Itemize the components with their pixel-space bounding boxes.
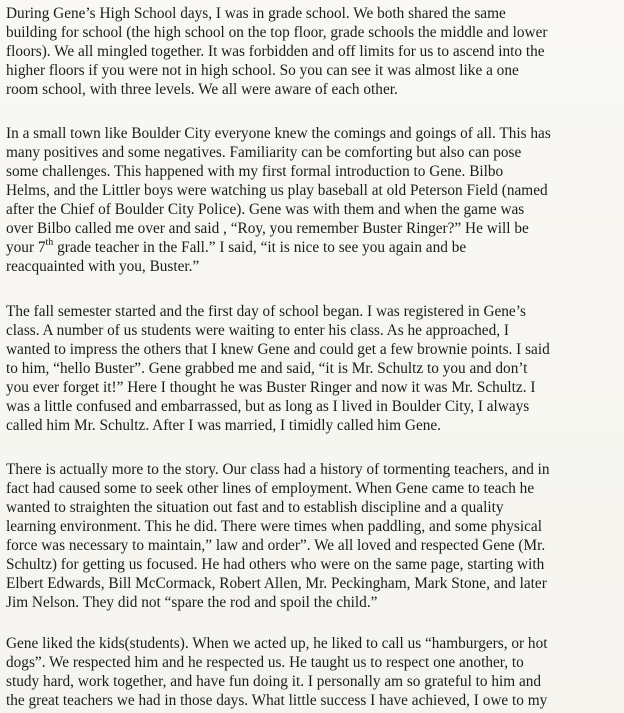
text-line: The fall semester started and the first day of school began. I was registered in Gene’s (6, 303, 526, 320)
text-line: learning environment. This he did. There were times when paddling, and some physical (6, 518, 542, 535)
text-line: Schultz) for getting us focused. He had others who were on the same page, starting with (6, 556, 545, 573)
ordinal-superscript: th (45, 236, 54, 248)
line-segment: your 7 (6, 239, 46, 256)
text-line: force was necessary to maintain,” law and order”. We all loved and respected Gene (Mr. (6, 537, 546, 554)
text-line: dogs”. We respected him and he respected us. He taught us to respect one another, to (6, 654, 524, 671)
text-line: to him, “hello Buster”. Gene grabbed me and said, “it is Mr. Schultz to you and don’t (6, 360, 528, 377)
text-line: study hard, work together, and have fun doing it. I personally am so grateful to him and (6, 673, 542, 690)
text-line: called him Mr. Schultz. After I was married, I timidly called him Gene. (6, 417, 441, 434)
text-line: fact had caused some to seek other lines of employment. When Gene came to teach he (6, 480, 535, 497)
text-line: Elbert Edwards, Bill McCormack, Robert Allen, Mr. Peckingham, Mark Stone, and later (6, 575, 547, 592)
text-line: the great teachers we had in those days. What little success I have achieved, I owe to my (6, 692, 548, 709)
text-line: higher floors if you were not in high school. So you can see it was almost like a one (6, 62, 519, 79)
text-line (6, 238, 466, 257)
text-line: During Gene’s High School days, I was in grade school. We both shared the same (6, 5, 506, 22)
text-line: wanted to straighten the situation out fast and to establish discipline and a quality (6, 499, 504, 516)
text-line: after the Chief of Boulder City Police). Gene was with them and when the game was (6, 201, 525, 218)
text-line: Helms, and the Littler boys were watching us play baseball at old Peterson Field (named (6, 182, 548, 199)
text-line: room school, with three levels. We all were aware of each other. (6, 81, 398, 98)
text-line: class. A number of us students were waiting to enter his class. As he approached, I (6, 322, 509, 339)
text-line: many positives and some negatives. Familiarity can be comforting but also can pose (6, 144, 522, 161)
text-line: building for school (the high school on the top floor, grade schools the middle and lower (6, 24, 548, 41)
text-line: Jim Nelson. They did not “spare the rod and spoil the child.” (6, 594, 378, 611)
text-line: In a small town like Boulder City everyone knew the comings and goings of all. This has (6, 125, 551, 142)
text-line: reacquainted with you, Buster.” (6, 258, 200, 275)
text-line: some challenges. This happened with my first formal introduction to Gene. Bilbo (6, 163, 504, 180)
line-segment: grade teacher in the Fall.” I said, “it is nice to see you again and be (53, 239, 467, 256)
text-line: wanted to impress the others that I knew Gene and could get a few brownie points. I said (6, 341, 550, 358)
text-line: floors). We all mingled together. It was forbidden and off limits for us to ascend into the (6, 43, 545, 60)
text-line: There is actually more to the story. Our class had a history of tormenting teachers, and in (6, 461, 550, 478)
text-line: you ever forget it!” Here I thought he was Buster Ringer and now it was Mr. Schultz. I (6, 379, 536, 396)
text-line: over Bilbo called me over and said , “Roy, you remember Buster Ringer?” He will be (6, 220, 529, 237)
text-line: was a little confused and embarrassed, but as long as I lived in Boulder City, I always (6, 398, 530, 415)
text-line: Gene liked the kids(students). When we acted up, he liked to call us “hamburgers, or hot (6, 635, 548, 652)
